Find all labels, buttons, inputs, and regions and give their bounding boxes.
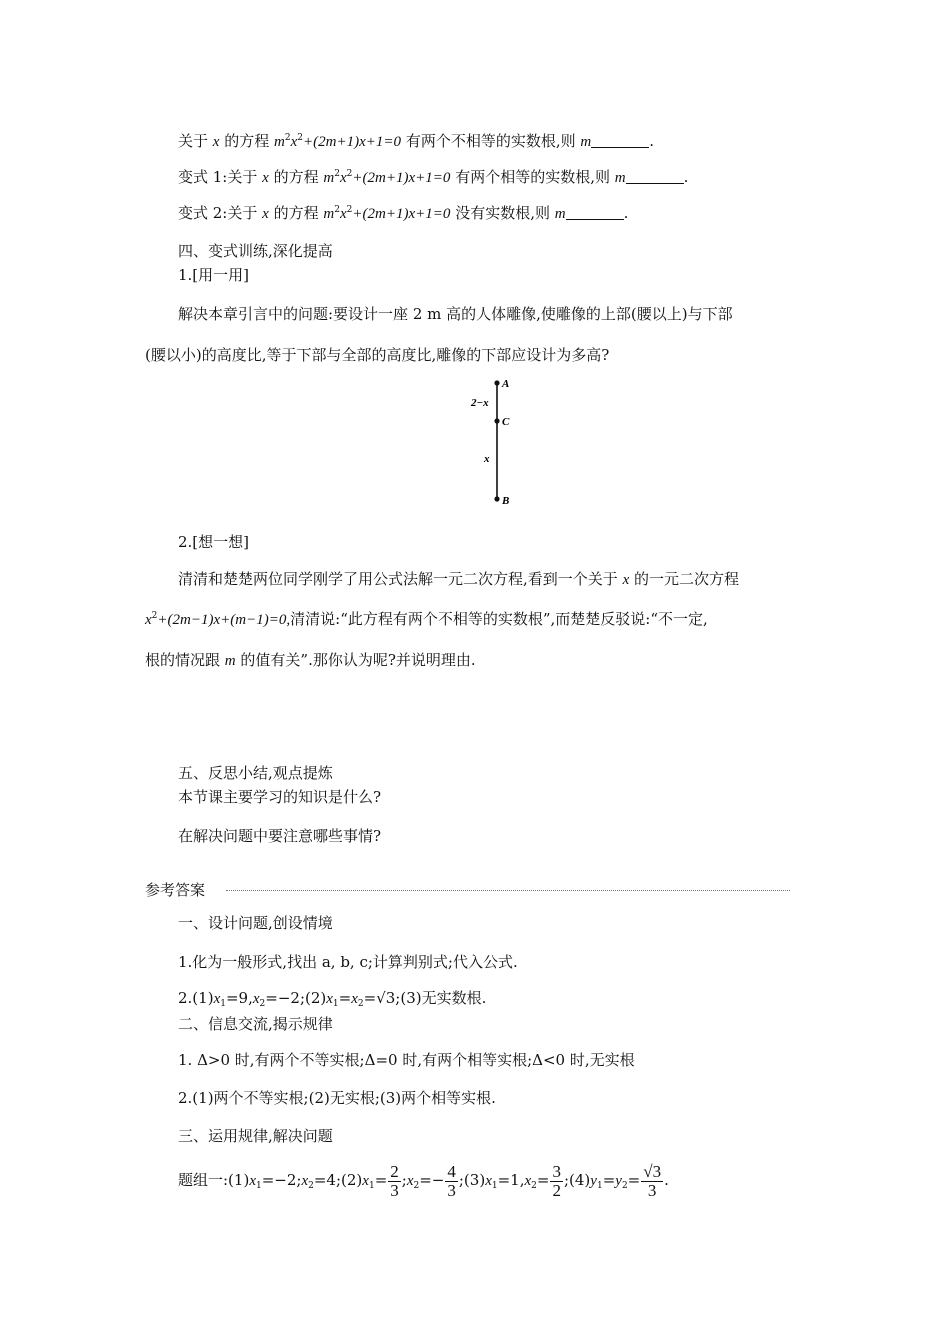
label-a: A	[502, 378, 510, 390]
item-2-text-end: 根的情况跟 m 的值有关”.那你认为呢?并说明理由.	[145, 651, 476, 669]
answer-section-3: 三、运用规律,解决问题	[178, 1127, 333, 1145]
fraction-2-3: $\frac{2}{3}$	[390, 1161, 399, 1200]
item-1-text: 解决本章引言中的问题:要设计一座 2 m 高的人体雕像,使雕像的上部(腰以上)与下部	[178, 305, 733, 323]
item-1-text-cont: (腰以小)的高度比,等于下部与全部的高度比,雕像的下部应设计为多高?	[145, 346, 610, 364]
fraction-3-2: $\frac{3}{2}$	[552, 1161, 561, 1200]
variant-1: 变式 1:关于 x 的方程 $m^2x^2+(2m+1)x+1=0$ 有两个相等的实数根,则 m .	[178, 168, 689, 186]
answer-section-2: 二、信息交流,揭示规律	[178, 1015, 333, 1033]
item-2-text: 清清和楚楚两位同学刚学了用公式法解一元二次方程,看到一个关于 x 的一元二次方程	[178, 570, 740, 588]
section-5-question-2: 在解决问题中要注意哪些事情?	[178, 827, 382, 845]
item-1-title: 1.[用一用]	[178, 266, 250, 284]
fraction-4-3: $\frac{4}{3}$	[447, 1161, 456, 1200]
point-a	[494, 380, 499, 385]
dotted-divider	[226, 890, 790, 891]
section-5-question-1: 本节课主要学习的知识是什么?	[178, 788, 382, 806]
point-b	[494, 496, 499, 501]
section-5-title: 五、反思小结,观点提炼	[178, 764, 333, 782]
answer-section-1: 一、设计问题,创设情境	[178, 914, 333, 932]
answer-2-1: 1. Δ>0 时,有两个不等实根;Δ=0 时,有两个相等实根;Δ<0 时,无实根	[178, 1051, 635, 1069]
segment-figure	[460, 374, 540, 510]
label-b: B	[502, 495, 510, 507]
item-2-title: 2.[想一想]	[178, 533, 250, 551]
label-x: x	[484, 453, 490, 465]
answer-blank[interactable]	[626, 169, 684, 184]
variant-2: 变式 2:关于 x 的方程 $m^2x^2+(2m+1)x+1=0$ 没有实数根,则 m .	[178, 204, 629, 222]
label-c: C	[502, 416, 510, 428]
fraction-sqrt3-3: $\frac{√3}{3}$	[643, 1161, 662, 1200]
section-4-title: 四、变式训练,深化提高	[178, 242, 333, 260]
point-c	[494, 418, 499, 423]
answer-2-2: 2.(1)两个不等实根;(2)无实根;(3)两个相等实根.	[178, 1089, 496, 1107]
answer-3: 题组一$:(1)x_1=-2;x_2=4;(2)x_1=$ $\frac{2}{3}$ $;x_2=-$ $\frac{4}{3}$ $;(3)x_1=1,x_2=$ $\frac{3}{2}$ $;(4)y_1=y_2=$ $\frac{√3}{3}$ .	[178, 1161, 669, 1200]
answers-heading: 参考答案	[145, 881, 206, 899]
question-intro: 关于 x 的方程 $m^2x^2+(2m+1)x+1=0$ 有两个不相等的实数根,则 m .	[178, 132, 655, 150]
answer-blank[interactable]	[591, 133, 649, 148]
label-2-minus-x: 2−x	[471, 397, 489, 409]
item-2-text-cont: $x^2+(2m-1)x+(m-1)=0$,清清说:“此方程有两个不相等的实数根”,而楚楚反驳说:“不一定,	[145, 610, 708, 628]
answer-1-1: 1.化为一般形式,找出 a, b, c;计算判别式;代入公式.	[178, 953, 518, 971]
answer-1-2: $2.(1)x_1=9,x_2=-2;(2)x_1=x_2=√3;(3)$无实数根.	[178, 989, 487, 1009]
answer-blank[interactable]	[566, 205, 624, 220]
